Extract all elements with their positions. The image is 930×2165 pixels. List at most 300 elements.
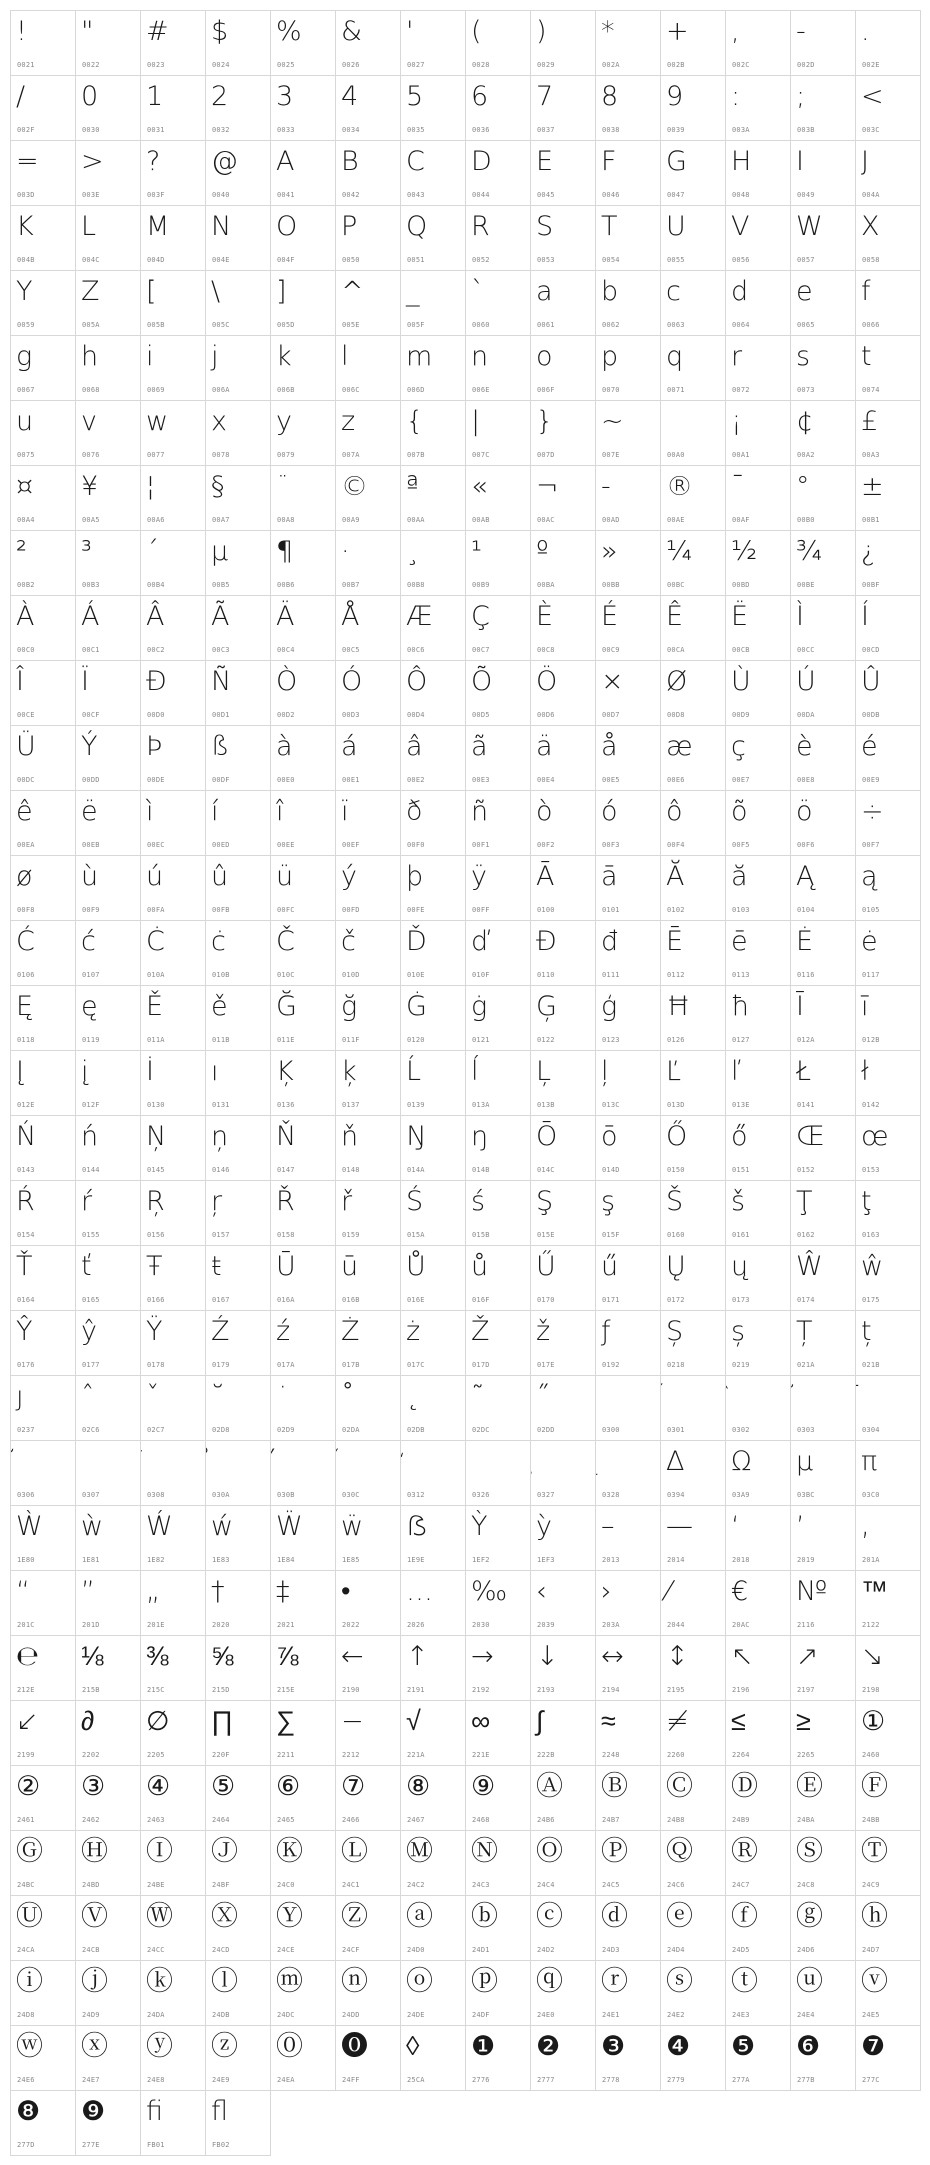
glyph-cell [856, 401, 921, 466]
glyph-codepoint: 24B7 [602, 1816, 620, 1824]
glyph-char: ⓔ [666, 1901, 693, 1932]
glyph-char: ¹ [471, 536, 482, 567]
glyph-cell [11, 11, 76, 76]
glyph-char: √ [406, 1706, 421, 1737]
glyph-cell [141, 1636, 206, 1701]
glyph-char: 8 [601, 81, 619, 112]
glyph-codepoint: 0130 [147, 1101, 165, 1109]
glyph-char: ⓜ [276, 1966, 303, 1997]
glyph-cell [531, 1506, 596, 1571]
glyph-cell [271, 1766, 336, 1831]
glyph-cell [206, 1571, 271, 1636]
glyph-cell [661, 726, 726, 791]
glyph-codepoint: 0030 [82, 126, 100, 134]
glyph-codepoint: 201D [82, 1621, 100, 1629]
glyph-cell [141, 1896, 206, 1961]
glyph-char: · [341, 536, 350, 567]
glyph-char: ± [861, 471, 884, 502]
glyph-char: å [601, 731, 618, 762]
glyph-char: Ā [536, 861, 555, 892]
glyph-char: p [601, 341, 619, 372]
glyph-codepoint: 2190 [342, 1686, 360, 1694]
glyph-char: ⅛ [81, 1641, 104, 1672]
glyph-char: Ⓓ [731, 1771, 758, 1802]
glyph-cell [141, 596, 206, 661]
glyph-cell [596, 76, 661, 141]
glyph-cell [11, 2026, 76, 2091]
glyph-codepoint: 0027 [407, 61, 425, 69]
glyph-char: ◊ [406, 2031, 420, 2062]
glyph-cell [11, 1896, 76, 1961]
glyph-codepoint: 24C9 [862, 1881, 880, 1889]
glyph-char: ❻ [796, 2031, 821, 2062]
glyph-char: š [731, 1186, 746, 1217]
glyph-cell [401, 271, 466, 336]
glyph-cell [401, 1766, 466, 1831]
glyph-cell [11, 401, 76, 466]
glyph-char: ⓕ [731, 1901, 758, 1932]
glyph-cell [336, 726, 401, 791]
glyph-cell [401, 1441, 466, 1506]
glyph-cell [271, 271, 336, 336]
glyph-char: ⓓ [601, 1901, 628, 1932]
glyph-codepoint: 2021 [277, 1621, 295, 1629]
glyph-cell [661, 1311, 726, 1376]
glyph-char: Ď [406, 926, 427, 957]
glyph-char: Ö [536, 666, 558, 697]
glyph-cell [531, 921, 596, 986]
glyph-char: ł [861, 1056, 869, 1087]
glyph-cell [141, 466, 206, 531]
glyph-cell [76, 661, 141, 726]
glyph-cell [791, 401, 856, 466]
glyph-codepoint: 011E [277, 1036, 295, 1044]
glyph-char: ⓦ [16, 2031, 43, 2062]
glyph-char: ő [731, 1121, 748, 1152]
glyph-codepoint: 0032 [212, 126, 230, 134]
glyph-codepoint: 201C [17, 1621, 35, 1629]
glyph-char: ↑ [406, 1641, 429, 1672]
glyph-cell [791, 1051, 856, 1116]
glyph-codepoint: 014B [472, 1166, 490, 1174]
glyph-codepoint: 0040 [212, 191, 230, 199]
glyph-char: ş [601, 1186, 616, 1217]
glyph-char: ż [406, 1316, 421, 1347]
glyph-char: Ė [796, 926, 814, 957]
glyph-char: Ó [341, 666, 363, 697]
glyph-cell [726, 76, 791, 141]
glyph-char: Ⓞ [536, 1836, 563, 1867]
glyph-codepoint: 00BA [537, 581, 555, 589]
glyph-cell [141, 1571, 206, 1636]
glyph-codepoint: 0024 [212, 61, 230, 69]
glyph-codepoint: 00E6 [667, 776, 685, 784]
glyph-codepoint: 0327 [537, 1491, 555, 1499]
glyph-char: Õ [471, 666, 493, 697]
glyph-char: ⓒ [536, 1901, 563, 1932]
glyph-cell [661, 1376, 726, 1441]
glyph-char: ẃ [211, 1511, 234, 1542]
glyph-cell [531, 856, 596, 921]
glyph-codepoint: 00D9 [732, 711, 750, 719]
glyph-codepoint: 00F1 [472, 841, 490, 849]
glyph-char: è [796, 731, 813, 762]
glyph-codepoint: 24CD [212, 1946, 230, 1954]
glyph-char: k [276, 341, 292, 372]
glyph-cell [141, 1961, 206, 2026]
glyph-char: Ą [796, 861, 815, 892]
glyph-cell [726, 11, 791, 76]
glyph-cell [271, 856, 336, 921]
glyph-codepoint: 010E [407, 971, 425, 979]
glyph-char: ı [211, 1056, 219, 1087]
glyph-char: ê [16, 796, 33, 827]
glyph-codepoint: 00C0 [17, 646, 35, 654]
glyph-codepoint: 0035 [407, 126, 425, 134]
glyph-codepoint: 0147 [277, 1166, 295, 1174]
glyph-char: ¸ [406, 536, 420, 567]
glyph-cell [661, 466, 726, 531]
glyph-codepoint: 0023 [147, 61, 165, 69]
glyph-codepoint: 212E [17, 1686, 35, 1694]
glyph-cell [141, 336, 206, 401]
glyph-codepoint: 24CC [147, 1946, 165, 1954]
glyph-cell [76, 791, 141, 856]
glyph-cell [271, 1116, 336, 1181]
glyph-cell [206, 141, 271, 206]
glyph-cell [206, 791, 271, 856]
glyph-cell [661, 921, 726, 986]
glyph-codepoint: 00CF [82, 711, 100, 719]
glyph-char: ī [861, 991, 869, 1022]
glyph-codepoint: 00E7 [732, 776, 750, 784]
glyph-char: Ģ [536, 991, 557, 1022]
glyph-char: ❶ [471, 2031, 496, 2062]
glyph-char: o [536, 341, 553, 372]
glyph-char: Ļ [536, 1056, 552, 1087]
glyph-cell [206, 2026, 271, 2091]
glyph-codepoint: 0152 [797, 1166, 815, 1174]
glyph-char: Ľ [666, 1056, 682, 1087]
glyph-char: ì [146, 796, 154, 827]
glyph-codepoint: 0067 [17, 386, 35, 394]
glyph-codepoint: 00AB [472, 516, 490, 524]
glyph-codepoint: 0046 [602, 191, 620, 199]
glyph-codepoint: 006A [212, 386, 230, 394]
glyph-codepoint: 0053 [537, 256, 555, 264]
glyph-char: ċ [211, 926, 226, 957]
glyph-cell [206, 1441, 271, 1506]
glyph-char: Ç [471, 601, 490, 632]
glyph-cell [206, 1636, 271, 1701]
glyph-char: Ň [276, 1121, 297, 1152]
glyph-codepoint: 0112 [667, 971, 685, 979]
glyph-cell [271, 11, 336, 76]
glyph-cell [596, 1441, 661, 1506]
glyph-cell [206, 466, 271, 531]
glyph-char: į [81, 1056, 89, 1087]
glyph-cell [76, 596, 141, 661]
glyph-codepoint: 012E [17, 1101, 35, 1109]
glyph-codepoint: 00A0 [667, 451, 685, 459]
glyph-char: ´ [146, 536, 160, 567]
glyph-cell [466, 271, 531, 336]
glyph-char: ß [211, 731, 230, 762]
glyph-char: + [666, 16, 689, 47]
glyph-cell [141, 76, 206, 141]
glyph-cell [531, 1051, 596, 1116]
glyph-codepoint: 011B [212, 1036, 230, 1044]
glyph-char: Ġ [406, 991, 427, 1022]
glyph-char: l [341, 341, 349, 372]
glyph-char: D [471, 146, 492, 177]
glyph-codepoint: 24BD [82, 1881, 100, 1889]
glyph-char: ⓥ [861, 1966, 888, 1997]
glyph-cell [791, 1766, 856, 1831]
glyph-char: ❷ [536, 2031, 561, 2062]
glyph-cell [726, 1506, 791, 1571]
glyph-cell [336, 1571, 401, 1636]
glyph-codepoint: 0049 [797, 191, 815, 199]
glyph-char: Į [16, 1056, 24, 1087]
glyph-char: Ș [666, 1316, 684, 1347]
glyph-cell [531, 1441, 596, 1506]
glyph-codepoint: 0179 [212, 1361, 230, 1369]
glyph-char: Ŕ [16, 1186, 35, 1217]
glyph-codepoint: 007C [472, 451, 490, 459]
glyph-char: Ħ [666, 991, 691, 1022]
glyph-cell [596, 1246, 661, 1311]
glyph-codepoint: 277D [17, 2141, 35, 2149]
glyph-codepoint: 215E [277, 1686, 295, 1694]
glyph-cell [791, 141, 856, 206]
glyph-codepoint: 24E9 [212, 2076, 230, 2084]
glyph-cell [271, 1571, 336, 1636]
glyph-char: ń [81, 1121, 99, 1152]
glyph-cell [661, 206, 726, 271]
glyph-cell [466, 856, 531, 921]
glyph-char: ů [471, 1251, 489, 1282]
glyph-cell [791, 1441, 856, 1506]
glyph-char: ↘ [861, 1641, 884, 1672]
glyph-cell [856, 1376, 921, 1441]
glyph-char: õ [731, 796, 748, 827]
glyph-cell [401, 1051, 466, 1116]
glyph-codepoint: 016E [407, 1296, 425, 1304]
glyph-cell [76, 531, 141, 596]
glyph-char: × [601, 666, 624, 697]
glyph-char: Ω [731, 1446, 752, 1477]
glyph-codepoint: 2193 [537, 1686, 555, 1694]
glyph-char: Ń [16, 1121, 37, 1152]
glyph-char: ć [81, 926, 96, 957]
glyph-codepoint: 0177 [82, 1361, 100, 1369]
glyph-cell [856, 206, 921, 271]
glyph-cell [206, 986, 271, 1051]
glyph-cell [466, 1571, 531, 1636]
glyph-codepoint: 277C [862, 2076, 880, 2084]
glyph-codepoint: 2468 [472, 1816, 490, 1824]
glyph-cell [336, 1181, 401, 1246]
glyph-codepoint: FB02 [212, 2141, 230, 2149]
glyph-char: Î [16, 666, 24, 697]
glyph-codepoint: 004A [862, 191, 880, 199]
glyph-codepoint: 0056 [732, 256, 750, 264]
glyph-cell [596, 11, 661, 76]
glyph-codepoint: 003D [17, 191, 35, 199]
glyph-codepoint: 014D [602, 1166, 620, 1174]
glyph-codepoint: 0047 [667, 191, 685, 199]
glyph-cell [726, 921, 791, 986]
glyph-codepoint: 24DC [277, 2011, 295, 2019]
glyph-codepoint: 24FF [342, 2076, 360, 2084]
glyph-codepoint: 1E84 [277, 1556, 295, 1564]
glyph-cell [271, 1181, 336, 1246]
glyph-char: { [406, 406, 424, 437]
glyph-codepoint: 0105 [862, 906, 880, 914]
glyph-cell [466, 791, 531, 856]
glyph-char: O [276, 211, 298, 242]
glyph-codepoint: 0076 [82, 451, 100, 459]
glyph-char: g [16, 341, 33, 372]
glyph-char: ⓙ [81, 1966, 108, 1997]
glyph-char: ³ [81, 536, 92, 567]
glyph-codepoint: 015E [537, 1231, 555, 1239]
glyph-cell [11, 271, 76, 336]
glyph-char: ¤ [16, 471, 34, 502]
glyph-char: • [341, 1576, 351, 1607]
glyph-char: - [796, 16, 806, 47]
glyph-char: ) [536, 16, 547, 47]
glyph-cell [11, 726, 76, 791]
glyph-cell [856, 271, 921, 336]
glyph-char: ⓨ [146, 2031, 173, 2062]
glyph-codepoint: 00ED [212, 841, 230, 849]
glyph-codepoint: 00C1 [82, 646, 100, 654]
glyph-char: ∏ [211, 1706, 234, 1737]
glyph-codepoint: 24D3 [602, 1946, 620, 1954]
glyph-char: # [146, 16, 169, 47]
glyph-char: ¥ [81, 471, 99, 502]
glyph-char: Ⓖ [16, 1836, 43, 1867]
glyph-cell [336, 1376, 401, 1441]
glyph-cell [11, 791, 76, 856]
glyph-char: « [471, 471, 488, 502]
glyph-codepoint: 00C4 [277, 646, 295, 654]
glyph-char: ⓝ [341, 1966, 368, 1997]
glyph-cell [661, 1441, 726, 1506]
glyph-cell [206, 661, 271, 726]
glyph-char: - [601, 471, 611, 502]
glyph-char: Ÿ [146, 1316, 163, 1347]
glyph-char: í [211, 796, 219, 827]
glyph-codepoint: 24D4 [667, 1946, 685, 1954]
glyph-char: Ì [796, 601, 804, 632]
glyph-char: Ś [406, 1186, 424, 1217]
glyph-codepoint: 00FC [277, 906, 295, 914]
glyph-char: T [601, 211, 618, 242]
glyph-cell [11, 1376, 76, 1441]
glyph-char: ÿ [471, 861, 487, 892]
glyph-cell [76, 1766, 141, 1831]
glyph-cell [76, 141, 141, 206]
glyph-cell [206, 1701, 271, 1766]
glyph-codepoint: 24D9 [82, 2011, 100, 2019]
glyph-char: < [861, 81, 884, 112]
glyph-cell [596, 1961, 661, 2026]
glyph-codepoint: 0061 [537, 321, 555, 329]
glyph-cell [596, 1701, 661, 1766]
glyph-cell [466, 206, 531, 271]
glyph-char: ę [81, 991, 98, 1022]
glyph-cell [661, 336, 726, 401]
glyph-char: I [796, 146, 804, 177]
glyph-codepoint: 03C0 [862, 1491, 880, 1499]
glyph-cell [271, 531, 336, 596]
glyph-codepoint: 00D8 [667, 711, 685, 719]
glyph-cell [401, 401, 466, 466]
glyph-char: ř [341, 1186, 353, 1217]
glyph-codepoint: 016F [472, 1296, 490, 1304]
glyph-cell [531, 726, 596, 791]
glyph-cell [726, 1051, 791, 1116]
glyph-cell [856, 791, 921, 856]
glyph-cell [596, 1766, 661, 1831]
glyph-cell [206, 1181, 271, 1246]
glyph-char: Œ [796, 1121, 825, 1152]
glyph-codepoint: 0062 [602, 321, 620, 329]
glyph-cell [596, 1051, 661, 1116]
glyph-codepoint: 24CF [342, 1946, 360, 1954]
glyph-codepoint: 24EA [277, 2076, 295, 2084]
glyph-cell [726, 271, 791, 336]
glyph-codepoint: 24D6 [797, 1946, 815, 1954]
glyph-char: ï [341, 796, 349, 827]
glyph-codepoint: 0145 [147, 1166, 165, 1174]
glyph-cell [661, 1636, 726, 1701]
glyph-cell [271, 401, 336, 466]
glyph-cell [726, 1246, 791, 1311]
glyph-codepoint: 2116 [797, 1621, 815, 1629]
glyph-cell [856, 466, 921, 531]
glyph-cell [661, 1766, 726, 1831]
glyph-codepoint: 2199 [17, 1751, 35, 1759]
glyph-codepoint: 0048 [732, 191, 750, 199]
glyph-char: ` [471, 276, 485, 307]
glyph-codepoint: 2195 [667, 1686, 685, 1694]
glyph-char: ç [731, 731, 746, 762]
glyph-char: Č [276, 926, 295, 957]
glyph-char: > [81, 146, 104, 177]
glyph-codepoint: 2030 [472, 1621, 490, 1629]
glyph-codepoint: 0045 [537, 191, 555, 199]
glyph-codepoint: 0300 [602, 1426, 620, 1434]
glyph-cell [791, 1896, 856, 1961]
glyph-char: f [861, 276, 871, 307]
glyph-codepoint: 2022 [342, 1621, 360, 1629]
glyph-cell [76, 1246, 141, 1311]
glyph-codepoint: 010B [212, 971, 230, 979]
glyph-codepoint: 0160 [667, 1231, 685, 1239]
glyph-char: e [796, 276, 813, 307]
glyph-cell [531, 466, 596, 531]
glyph-char: ¨ [276, 471, 290, 502]
glyph-codepoint: 00D3 [342, 711, 360, 719]
glyph-cell [596, 1571, 661, 1636]
glyph-codepoint: 00B5 [212, 581, 230, 589]
glyph-codepoint: 0146 [212, 1166, 230, 1174]
glyph-char: % [276, 16, 302, 47]
